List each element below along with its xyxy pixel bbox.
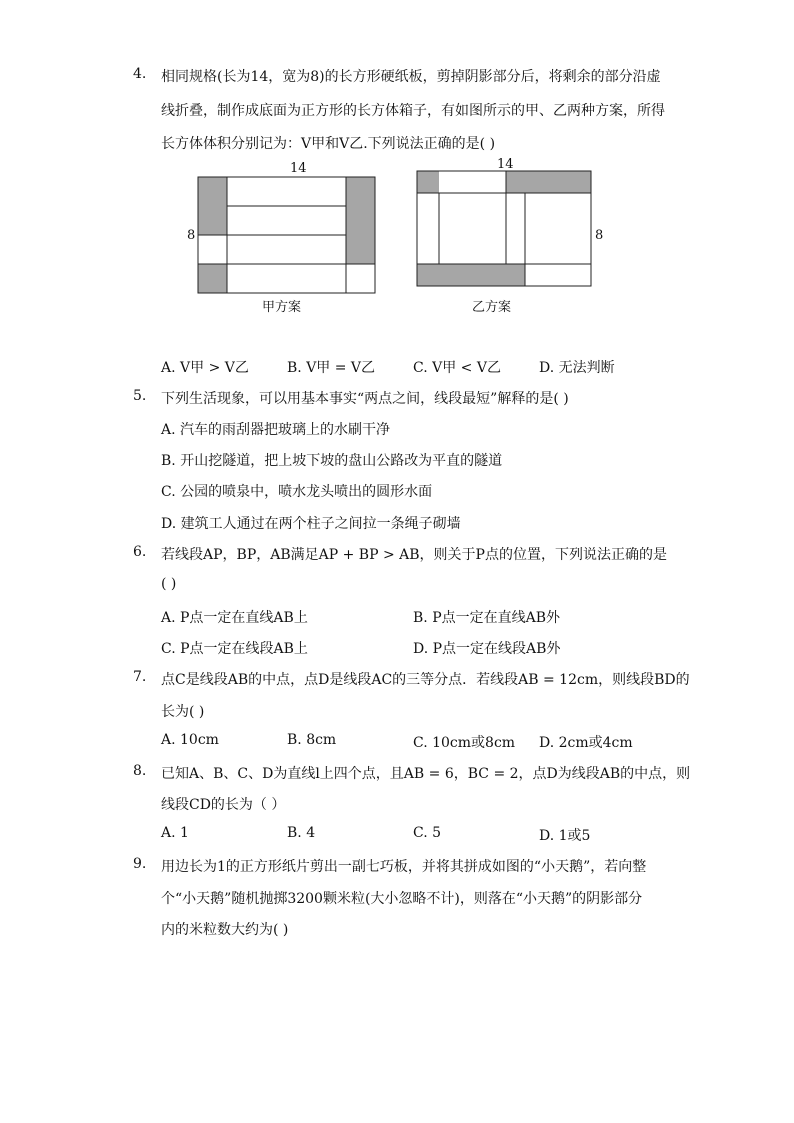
question-text-line: 已知A、B、C、D为直线l上四个点，且AB = 6，BC = 2，点D为线段AB的中点，则 bbox=[161, 766, 691, 782]
plan-jia-length-label: 14 bbox=[290, 161, 307, 176]
question-text-line: 长为( ) bbox=[161, 704, 205, 720]
option-b: B. 开山挖隧道，把上坡下坡的盘山公路改为平直的隧道 bbox=[161, 453, 503, 469]
question-number: 5. bbox=[133, 388, 147, 404]
question-text-line: 线折叠，制作成底面为正方形的长方体箱子，有如图所示的甲、乙两种方案，所得 bbox=[161, 103, 665, 119]
plan-jia-diagram bbox=[198, 177, 375, 293]
option-a: A. V甲 > V乙 bbox=[161, 360, 249, 376]
question-text-line: 长方体体积分别记为：V甲和V乙.下列说法正确的是( ) bbox=[161, 136, 496, 152]
question-text-line: ( ) bbox=[161, 576, 177, 592]
question-text-line: 相同规格(长为14，宽为8)的长方形硬纸板，剪掉阴影部分后，将剩余的部分沿虚 bbox=[161, 69, 661, 85]
option-a: A. P点一定在直线AB上 bbox=[161, 610, 308, 626]
option-a: A. 10cm bbox=[161, 732, 219, 748]
plan-jia-caption: 甲方案 bbox=[262, 300, 302, 315]
option-d: D. P点一定在线段AB外 bbox=[413, 641, 561, 657]
option-a: A. 1 bbox=[161, 825, 189, 841]
option-b: B. 4 bbox=[287, 825, 316, 841]
option-c: C. 公园的喷泉中，喷水龙头喷出的圆形水面 bbox=[161, 484, 433, 500]
plan-yi-width-label: 8 bbox=[595, 228, 604, 243]
option-c: C. V甲 < V乙 bbox=[413, 360, 501, 376]
question-number: 6. bbox=[133, 544, 147, 560]
option-b: B. V甲 = V乙 bbox=[287, 360, 376, 376]
option-c: C. 5 bbox=[413, 825, 442, 841]
option-d: D. 建筑工人通过在两个柱子之间拉一条绳子砌墙 bbox=[161, 516, 461, 532]
option-c: C. 10cm或8cm bbox=[413, 735, 516, 751]
option-b: B. 8cm bbox=[287, 732, 337, 748]
question-number: 8. bbox=[133, 763, 147, 779]
plan-yi-caption: 乙方案 bbox=[472, 300, 512, 315]
question-text-line: 点C是线段AB的中点，点D是线段AC的三等分点．若线段AB = 12cm，则线段BD的 bbox=[161, 672, 690, 688]
question-text-line: 个“小天鹅”随机抛掷3200颗米粒(大小忽略不计)，则落在“小天鹅”的阴影部分 bbox=[161, 891, 643, 907]
option-b: B. P点一定在直线AB外 bbox=[413, 610, 561, 626]
option-d: D. 无法判断 bbox=[539, 360, 615, 376]
question-number: 9. bbox=[133, 856, 147, 872]
question-number: 7. bbox=[133, 669, 147, 685]
question-text-line: 线段CD的长为（ ） bbox=[161, 797, 286, 813]
question-text-line: 内的米粒数大约为( ) bbox=[161, 922, 289, 938]
option-c: C. P点一定在线段AB上 bbox=[161, 641, 308, 657]
option-d: D. 1或5 bbox=[539, 828, 591, 844]
question-text-line: 下列生活现象，可以用基本事实“两点之间，线段最短”解释的是( ) bbox=[161, 391, 569, 407]
plan-jia-width-label: 8 bbox=[187, 228, 196, 243]
question-text-line: 用边长为1的正方形纸片剪出一副七巧板，并将其拼成如图的“小天鹅”，若向整 bbox=[161, 859, 647, 875]
plan-yi-length-label: 14 bbox=[497, 157, 514, 172]
option-a: A. 汽车的雨刮器把玻璃上的水刷干净 bbox=[161, 422, 391, 438]
question-number: 4. bbox=[133, 66, 147, 82]
question-text-line: 若线段AP，BP，AB满足AP + BP > AB，则关于P点的位置，下列说法正确的是 bbox=[161, 547, 667, 563]
plan-yi-diagram bbox=[417, 171, 591, 286]
option-d: D. 2cm或4cm bbox=[539, 735, 633, 751]
